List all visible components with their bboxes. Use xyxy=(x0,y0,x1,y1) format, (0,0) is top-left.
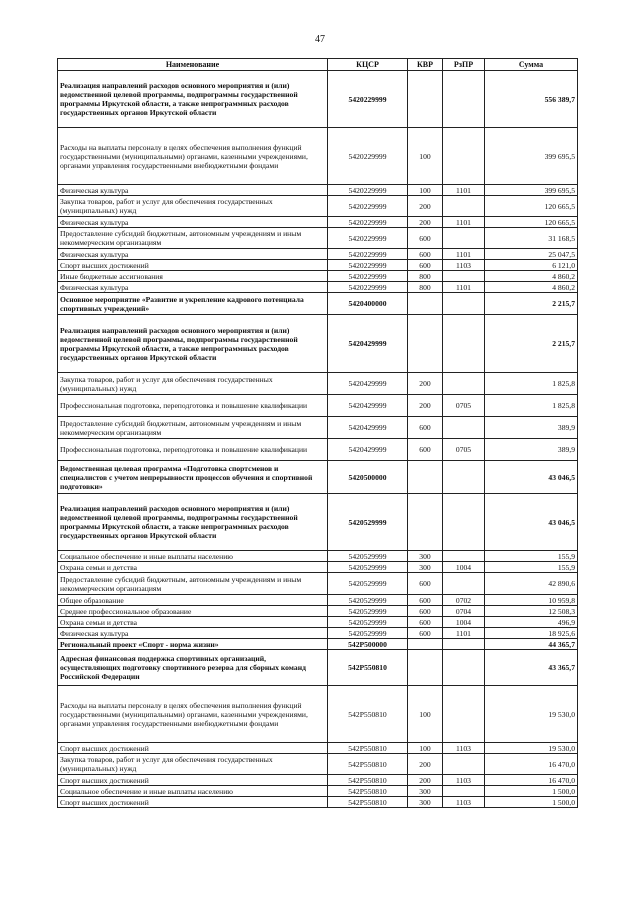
row-rzpr: 1101 xyxy=(443,628,485,639)
row-sum: 399 695,5 xyxy=(485,185,578,196)
row-sum: 18 925,6 xyxy=(485,628,578,639)
row-name: Профессиональная подготовка, переподготовка и повышение квалификации xyxy=(58,395,328,417)
row-kcsr: 5420229999 xyxy=(328,282,408,293)
row-rzpr xyxy=(443,228,485,249)
row-name: Предоставление субсидий бюджетным, автономным учреждениям и иным некоммерческим организациям xyxy=(58,417,328,439)
row-sum: 4 860,2 xyxy=(485,282,578,293)
row-sum: 42 890,6 xyxy=(485,573,578,595)
row-name: Закупка товаров, работ и услуг для обеспечения государственных (муниципальных) нужд xyxy=(58,754,328,775)
row-kcsr: 5420529999 xyxy=(328,606,408,617)
row-name: Физическая культура xyxy=(58,282,328,293)
row-sum: 16 470,0 xyxy=(485,754,578,775)
row-kcsr: 5420529999 xyxy=(328,617,408,628)
row-kcsr: 5420229999 xyxy=(328,217,408,228)
row-name: Расходы на выплаты персоналу в целях обеспечения выполнения функций государственными (муниципальными) органами, казенными учреждениями, органами управления государственными внебюджетными фондами xyxy=(58,686,328,743)
table-row xyxy=(58,650,578,686)
row-kvr: 600 xyxy=(408,249,443,260)
row-rzpr: 1101 xyxy=(443,282,485,293)
row-rzpr: 1101 xyxy=(443,249,485,260)
row-rzpr: 1004 xyxy=(443,617,485,628)
row-sum: 6 121,0 xyxy=(485,260,578,271)
row-kvr: 100 xyxy=(408,743,443,754)
row-sum: 120 665,5 xyxy=(485,217,578,228)
row-sum: 4 860,2 xyxy=(485,271,578,282)
row-sum: 16 470,0 xyxy=(485,775,578,786)
row-name: Среднее профессиональное образование xyxy=(58,606,328,617)
row-rzpr: 1103 xyxy=(443,743,485,754)
row-rzpr xyxy=(443,315,485,373)
row-kcsr: 5420429999 xyxy=(328,315,408,373)
row-kvr xyxy=(408,293,443,315)
row-sum: 1 500,0 xyxy=(485,786,578,797)
row-name: Предоставление субсидий бюджетным, автономным учреждениям и иным некоммерческим организациям xyxy=(58,573,328,595)
row-rzpr: 0705 xyxy=(443,395,485,417)
row-rzpr xyxy=(443,754,485,775)
row-kcsr: 5420529999 xyxy=(328,551,408,562)
row-rzpr xyxy=(443,573,485,595)
row-kvr: 100 xyxy=(408,185,443,196)
table-row xyxy=(58,249,578,260)
row-sum: 1 825,8 xyxy=(485,373,578,395)
row-name: Спорт высших достижений xyxy=(58,775,328,786)
table-row xyxy=(58,797,578,808)
row-sum: 1 825,8 xyxy=(485,395,578,417)
table-row xyxy=(58,628,578,639)
row-name: Охрана семьи и детства xyxy=(58,562,328,573)
row-kvr xyxy=(408,639,443,650)
row-rzpr: 1101 xyxy=(443,217,485,228)
row-kcsr: 5420529999 xyxy=(328,595,408,606)
row-name: Расходы на выплаты персоналу в целях обеспечения выполнения функций государственными (муниципальными) органами, казенными учреждениями, органами управления государственными внебюджетными фондами xyxy=(58,128,328,185)
row-sum: 12 508,3 xyxy=(485,606,578,617)
row-name: Физическая культура xyxy=(58,217,328,228)
table-row xyxy=(58,196,578,217)
table-body xyxy=(58,71,578,808)
row-kvr: 600 xyxy=(408,228,443,249)
row-rzpr: 0702 xyxy=(443,595,485,606)
row-sum: 556 389,7 xyxy=(485,71,578,128)
row-kvr: 600 xyxy=(408,573,443,595)
row-sum: 25 047,5 xyxy=(485,249,578,260)
header-kvr: КВР xyxy=(408,59,443,71)
row-kcsr: 542P550810 xyxy=(328,775,408,786)
row-name: Региональный проект «Спорт - норма жизни» xyxy=(58,639,328,650)
row-kcsr: 5420229999 xyxy=(328,228,408,249)
row-rzpr: 1103 xyxy=(443,260,485,271)
row-kvr: 300 xyxy=(408,797,443,808)
row-kcsr: 5420229999 xyxy=(328,196,408,217)
row-rzpr xyxy=(443,786,485,797)
row-kvr xyxy=(408,71,443,128)
row-sum: 43 046,5 xyxy=(485,461,578,494)
row-rzpr xyxy=(443,196,485,217)
row-kvr xyxy=(408,315,443,373)
row-name: Основное мероприятие «Развитие и укрепление кадрового потенциала спортивных учреждений» xyxy=(58,293,328,315)
row-kvr: 600 xyxy=(408,617,443,628)
row-kcsr: 5420429999 xyxy=(328,373,408,395)
row-rzpr: 1101 xyxy=(443,185,485,196)
row-rzpr xyxy=(443,128,485,185)
table-row xyxy=(58,71,578,128)
row-kcsr: 542P550810 xyxy=(328,754,408,775)
row-rzpr xyxy=(443,293,485,315)
table-row xyxy=(58,551,578,562)
table-row xyxy=(58,617,578,628)
row-sum: 1 500,0 xyxy=(485,797,578,808)
table-row xyxy=(58,271,578,282)
row-kvr: 600 xyxy=(408,439,443,461)
row-name: Социальное обеспечение и иные выплаты населению xyxy=(58,551,328,562)
row-kcsr: 542P550810 xyxy=(328,650,408,686)
row-kvr: 200 xyxy=(408,754,443,775)
row-kvr: 300 xyxy=(408,562,443,573)
row-name: Спорт высших достижений xyxy=(58,260,328,271)
row-kvr xyxy=(408,461,443,494)
row-kvr: 600 xyxy=(408,417,443,439)
row-kcsr: 542P500000 xyxy=(328,639,408,650)
row-kvr: 300 xyxy=(408,551,443,562)
table-row xyxy=(58,185,578,196)
row-kcsr: 5420529999 xyxy=(328,573,408,595)
row-kcsr: 5420429999 xyxy=(328,395,408,417)
table-row xyxy=(58,786,578,797)
table-row xyxy=(58,395,578,417)
row-kcsr: 5420429999 xyxy=(328,417,408,439)
row-kcsr: 542P550810 xyxy=(328,743,408,754)
row-kcsr: 5420229999 xyxy=(328,128,408,185)
row-name: Закупка товаров, работ и услуг для обеспечения государственных (муниципальных) нужд xyxy=(58,196,328,217)
row-rzpr xyxy=(443,461,485,494)
table-row xyxy=(58,686,578,743)
row-name: Адресная финансовая поддержка спортивных организаций, осуществляющих подготовку спортивного резерва для сборных команд Российской Федерации xyxy=(58,650,328,686)
row-name: Реализация направлений расходов основного мероприятия и (или) ведомственной целевой программы, подпрограммы государственной программы Иркутской области, а также непрограммных расходов государственных органов Иркутской области xyxy=(58,494,328,551)
row-name: Спорт высших достижений xyxy=(58,743,328,754)
row-kvr: 600 xyxy=(408,628,443,639)
table-row xyxy=(58,562,578,573)
row-kvr: 300 xyxy=(408,786,443,797)
table-row xyxy=(58,228,578,249)
table-row xyxy=(58,461,578,494)
row-name: Физическая культура xyxy=(58,185,328,196)
table-row xyxy=(58,373,578,395)
table-row xyxy=(58,573,578,595)
row-kcsr: 5420529999 xyxy=(328,562,408,573)
table-row xyxy=(58,639,578,650)
row-rzpr xyxy=(443,639,485,650)
table-row xyxy=(58,417,578,439)
row-sum: 43 046,5 xyxy=(485,494,578,551)
row-rzpr xyxy=(443,417,485,439)
header-name: Наименование xyxy=(58,59,328,71)
row-rzpr xyxy=(443,551,485,562)
table-row xyxy=(58,217,578,228)
row-sum: 44 365,7 xyxy=(485,639,578,650)
row-kvr: 800 xyxy=(408,271,443,282)
row-name: Социальное обеспечение и иные выплаты населению xyxy=(58,786,328,797)
table-row xyxy=(58,293,578,315)
row-kcsr: 542P550810 xyxy=(328,786,408,797)
row-sum: 19 530,0 xyxy=(485,686,578,743)
row-rzpr: 1004 xyxy=(443,562,485,573)
row-name: Закупка товаров, работ и услуг для обеспечения государственных (муниципальных) нужд xyxy=(58,373,328,395)
row-sum: 31 168,5 xyxy=(485,228,578,249)
row-kcsr: 542P550810 xyxy=(328,686,408,743)
row-kcsr: 5420500000 xyxy=(328,461,408,494)
row-kvr: 200 xyxy=(408,395,443,417)
row-sum: 155,9 xyxy=(485,551,578,562)
table-row xyxy=(58,743,578,754)
page-number: 47 xyxy=(315,34,325,45)
header-sum: Сумма xyxy=(485,59,578,71)
row-name: Реализация направлений расходов основного мероприятия и (или) ведомственной целевой программы, подпрограммы государственной программы Иркутской области, а также непрограммных расходов государственных органов Иркутской области xyxy=(58,71,328,128)
table-row xyxy=(58,754,578,775)
row-kvr: 600 xyxy=(408,595,443,606)
row-kcsr: 5420229999 xyxy=(328,271,408,282)
table-row xyxy=(58,439,578,461)
table-row xyxy=(58,595,578,606)
row-name: Общее образование xyxy=(58,595,328,606)
row-kvr: 200 xyxy=(408,373,443,395)
row-sum: 155,9 xyxy=(485,562,578,573)
row-sum: 10 959,8 xyxy=(485,595,578,606)
row-kcsr: 542P550810 xyxy=(328,797,408,808)
row-sum: 19 530,0 xyxy=(485,743,578,754)
table-row xyxy=(58,494,578,551)
row-rzpr: 1103 xyxy=(443,775,485,786)
row-sum: 2 215,7 xyxy=(485,315,578,373)
row-name: Физическая культура xyxy=(58,249,328,260)
row-rzpr xyxy=(443,494,485,551)
row-kvr: 200 xyxy=(408,217,443,228)
row-name: Профессиональная подготовка, переподготовка и повышение квалификации xyxy=(58,439,328,461)
row-rzpr xyxy=(443,650,485,686)
budget-table xyxy=(57,58,578,808)
row-rzpr xyxy=(443,373,485,395)
row-sum: 389,9 xyxy=(485,439,578,461)
row-kcsr: 5420229999 xyxy=(328,249,408,260)
row-sum: 399 695,5 xyxy=(485,128,578,185)
header-rzpr: РзПР xyxy=(443,59,485,71)
row-rzpr: 0704 xyxy=(443,606,485,617)
row-kvr: 100 xyxy=(408,128,443,185)
row-kvr: 200 xyxy=(408,196,443,217)
row-sum: 496,9 xyxy=(485,617,578,628)
row-kcsr: 5420400000 xyxy=(328,293,408,315)
row-kvr xyxy=(408,650,443,686)
row-kcsr: 5420529999 xyxy=(328,494,408,551)
row-name: Спорт высших достижений xyxy=(58,797,328,808)
row-kvr: 100 xyxy=(408,686,443,743)
row-kvr xyxy=(408,494,443,551)
row-name: Предоставление субсидий бюджетным, автономным учреждениям и иным некоммерческим организациям xyxy=(58,228,328,249)
table-row xyxy=(58,282,578,293)
row-rzpr: 1103 xyxy=(443,797,485,808)
row-name: Иные бюджетные ассигнования xyxy=(58,271,328,282)
header-kcsr: КЦСР xyxy=(328,59,408,71)
table-row xyxy=(58,775,578,786)
row-kvr: 600 xyxy=(408,606,443,617)
row-kcsr: 5420229999 xyxy=(328,260,408,271)
row-kcsr: 5420229999 xyxy=(328,185,408,196)
row-kvr: 200 xyxy=(408,775,443,786)
table-row xyxy=(58,315,578,373)
row-rzpr xyxy=(443,71,485,128)
table-row xyxy=(58,128,578,185)
row-sum: 120 665,5 xyxy=(485,196,578,217)
row-rzpr: 0705 xyxy=(443,439,485,461)
row-sum: 389,9 xyxy=(485,417,578,439)
row-name: Ведомственная целевая программа «Подготовка спортсменов и специалистов с учетом непрерывности процессов обучения и спортивной подготовки» xyxy=(58,461,328,494)
row-name: Физическая культура xyxy=(58,628,328,639)
row-kvr: 800 xyxy=(408,282,443,293)
row-rzpr xyxy=(443,271,485,282)
row-rzpr xyxy=(443,686,485,743)
row-sum: 2 215,7 xyxy=(485,293,578,315)
row-kcsr: 5420529999 xyxy=(328,628,408,639)
table-row xyxy=(58,606,578,617)
table-header-row xyxy=(58,59,578,71)
row-kcsr: 5420229999 xyxy=(328,71,408,128)
table-row xyxy=(58,260,578,271)
row-name: Охрана семьи и детства xyxy=(58,617,328,628)
row-sum: 43 365,7 xyxy=(485,650,578,686)
row-name: Реализация направлений расходов основного мероприятия и (или) ведомственной целевой программы, подпрограммы государственной программы Иркутской области, а также непрограммных расходов государственных органов Иркутской области xyxy=(58,315,328,373)
row-kvr: 600 xyxy=(408,260,443,271)
row-kcsr: 5420429999 xyxy=(328,439,408,461)
